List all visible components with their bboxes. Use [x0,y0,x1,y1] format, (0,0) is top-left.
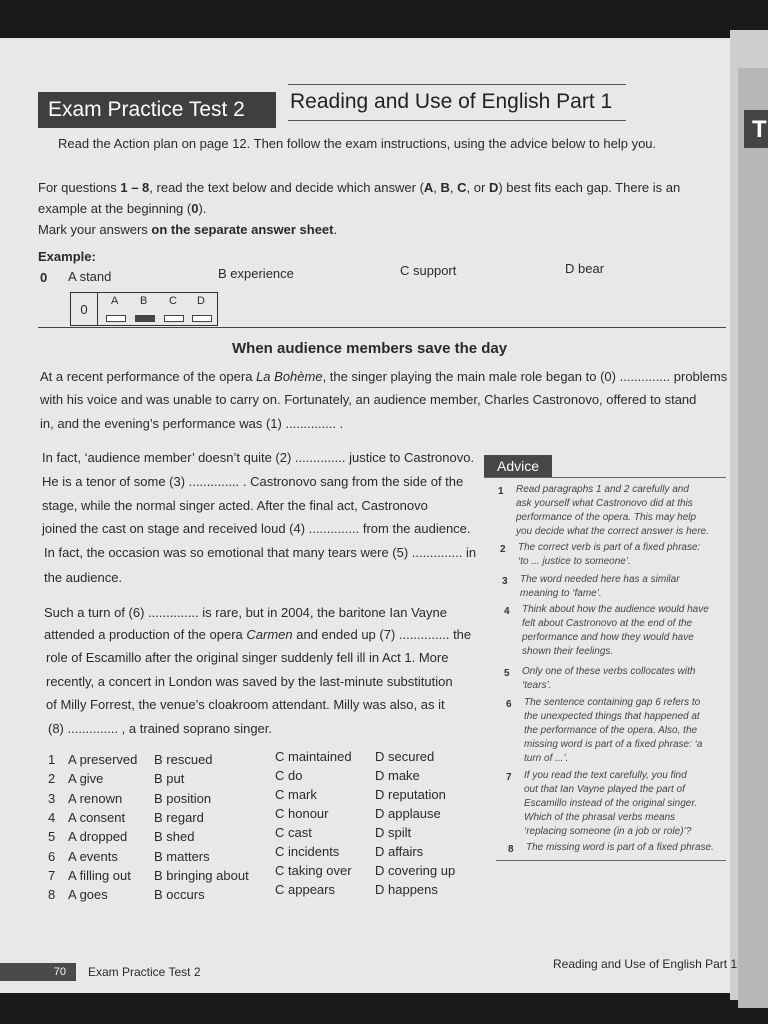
advice-item-4-line: shown their feelings. [522,646,614,657]
question-1-option-a: A preserved [68,752,138,767]
advice-item-1-line: you decide what the correct answer is here. [516,526,709,537]
questions-instruction-line2: example at the beginning (0). [38,201,207,216]
advice-item-1-line: performance of the opera. This may help [516,512,697,523]
advice-item-3-line: meaning to ‘fame’. [520,588,602,599]
question-8-option-d: D happens [375,882,438,897]
question-4-option-b: B regard [154,809,204,825]
advice-item-6-line: missing word is part of a fixed phrase: ‘a [524,739,703,750]
question-7-option-d: D covering up [375,863,456,878]
section-divider [38,327,726,328]
advice-bottom-rule [496,860,726,861]
example-box-letter-b: B [140,295,148,307]
advice-top-rule [484,477,726,478]
question-4-option-c: C honour [275,806,329,821]
passage-p2-line1: In fact, ‘audience member’ doesn’t quite (2) .............. justice to Castronovo. [42,450,475,465]
example-answer-box [70,292,218,326]
passage-p1-line3: in, and the evening’s performance was (1) .............. . [40,416,344,431]
question-5-option-number: 5 [48,829,56,845]
passage-p3-line6: (8) .............. , a trained soprano singer. [48,721,272,736]
question-2-option-a: A give [68,771,104,787]
question-4-option-number: 4 [48,809,56,825]
example-box-letter-d: D [197,295,205,307]
question-8-option-b: B occurs [154,887,205,903]
example-box-letter-c: C [169,295,177,307]
question-8-option-a: A goes [68,887,108,903]
footer-part-label: Reading and Use of English Part 1 [553,957,738,971]
advice-item-7-number: 7 [506,772,512,783]
passage-p3-line2: attended a production of the opera Carmen and ended up (7) .............. the [44,627,472,642]
passage-p1-line1: At a recent performance of the opera La Bohème, the singer playing the main male role began to (0) .............. problems [40,369,728,384]
question-3-option-number: 3 [48,790,56,806]
question-2-option-c: C do [275,768,303,783]
advice-item-2-number: 2 [500,544,506,555]
question-1-option-b: B rescued [154,752,213,767]
advice-item-6-line: the unexpected things that happened at [524,711,700,722]
question-7-option-number: 7 [48,867,56,883]
answer-bubble-a [106,315,126,322]
passage-title: When audience members save the day [232,340,508,357]
passage-p1-line2: with his voice and was unable to carry on. Fortunately, an audience member, Charles Castronovo, offered to stand [40,392,697,407]
title-top-rule [288,84,626,85]
test-label: Exam Practice Test 2 [38,92,276,128]
part-title: Reading and Use of English Part 1 [290,90,613,113]
advice-item-8-number: 8 [508,844,514,855]
example-option-d: D bear [565,261,605,276]
question-4-option-a: A consent [68,809,126,825]
advice-item-8-line: The missing word is part of a fixed phrase. [526,842,714,853]
question-3-option-a: A renown [68,790,123,806]
question-7-option-b: B bringing about [154,867,249,883]
advice-heading: Advice [484,455,552,477]
example-number: 0 [40,270,48,285]
advice-item-6-line: turn of ...’. [524,753,569,764]
advice-item-4-line: Think about how the audience would have [522,604,709,615]
next-page-edge [730,30,768,1000]
passage-p3-line3: role of Escamillo after the original singer suddenly fell ill in Act 1. More [46,650,449,665]
question-5-option-c: C cast [275,825,312,840]
advice-item-6-line: The sentence containing gap 6 refers to [524,697,701,708]
answer-bubble-c [164,315,184,322]
passage-p3-line1: Such a turn of (6) .............. is rare, but in 2004, the baritone Ian Vayne [44,605,447,620]
question-4-option-d: D applause [375,806,441,821]
questions-instruction-line1: For questions 1 – 8, read the text below and decide which answer (A, B, C, or D) best fits each gap. There is an [38,180,681,195]
advice-item-2-line: The correct verb is part of a fixed phrase: [518,542,701,553]
question-6-option-number: 6 [48,848,56,864]
footer-test-label: Exam Practice Test 2 [88,965,201,979]
advice-item-4-line: performance and how they would have [522,632,694,643]
question-3-option-d: D reputation [375,787,446,802]
advice-item-7-line: ‘replacing someone (in a job or role)’? [524,826,692,837]
passage-p2-line5: In fact, the occasion was so emotional that many tears were (5) .............. in [44,545,477,560]
question-1-option-d: D secured [375,749,435,764]
advice-item-6-number: 6 [506,699,512,710]
advice-item-6-line: the performance of the opera. Also, the [524,725,698,736]
example-option-b: B experience [218,266,294,281]
advice-item-5-number: 5 [504,668,510,679]
advice-item-1-line: ask yourself what Castronovo did at this [516,498,693,509]
advice-item-7-line: Which of the phrasal verbs means [524,812,676,823]
advice-item-3-number: 3 [502,576,508,587]
example-box-letter-a: A [111,295,119,307]
advice-item-5-line: ‘tears’. [522,680,552,691]
advice-item-7-line: If you read the text carefully, you find [524,770,687,781]
question-6-option-d: D affairs [375,844,424,859]
example-option-c: C support [400,263,457,278]
advice-item-4-number: 4 [504,606,510,617]
question-5-option-d: D spilt [375,825,412,840]
question-3-option-c: C mark [275,787,317,802]
example-label: Example: [38,249,96,264]
question-2-option-b: B put [154,771,185,787]
passage-p3-line5: of Milly Forrest, the venue’s cloakroom attendant. Milly was also, as it [46,697,445,712]
question-6-option-c: C incidents [275,844,340,859]
example-box-number: 0 [71,293,98,325]
question-8-option-c: C appears [275,882,335,897]
passage-p2-line6: the audience. [44,570,123,585]
mark-answers-instruction: Mark your answers on the separate answer sheet. [38,222,338,237]
advice-item-4-line: felt about Castronovo at the end of the [522,618,693,629]
question-2-option-d: D make [375,768,420,783]
question-7-option-a: A filling out [68,867,131,883]
question-6-option-b: B matters [154,848,210,864]
page-number: 70 [0,963,76,981]
question-5-option-b: B shed [154,829,195,845]
passage-p3-line4: recently, a concert in London was saved by the last-minute substitution [46,674,453,689]
next-page-letter: T [752,116,767,143]
question-5-option-a: A dropped [68,829,128,845]
question-8-option-number: 8 [48,887,56,903]
example-option-a: A stand [68,269,112,284]
advice-item-1-number: 1 [498,486,504,497]
action-plan-instruction: Read the Action plan on page 12. Then follow the exam instructions, using the advice below to help you. [58,136,657,151]
answer-bubble-b-filled [135,315,155,322]
question-6-option-a: A events [68,848,118,864]
question-2-option-number: 2 [48,771,56,787]
advice-item-7-line: out that Ian Vayne played the part of [524,784,685,795]
passage-p2-line4: joined the cast on stage and received loud (4) .............. from the audience. [42,521,471,536]
passage-p2-line3: stage, while the normal singer acted. After the final act, Castronovo [42,498,428,513]
page-edge-shadow [738,68,768,1008]
answer-bubble-d [192,315,212,322]
question-1-option-number: 1 [48,752,56,767]
question-1-option-c: C maintained [275,749,352,764]
advice-item-1-line: Read paragraphs 1 and 2 carefully and [516,484,689,495]
advice-item-2-line: ‘to ... justice to someone’. [518,556,631,567]
passage-p2-line2: He is a tenor of some (3) .............. . Castronovo sang from the side of the [42,474,464,489]
advice-item-7-line: Escamillo instead of the original singer. [524,798,698,809]
question-3-option-b: B position [154,790,212,806]
advice-item-3-line: The word needed here has a similar [520,574,680,585]
title-underline [288,120,626,121]
question-7-option-c: C taking over [275,863,352,878]
advice-item-5-line: Only one of these verbs collocates with [522,666,696,677]
